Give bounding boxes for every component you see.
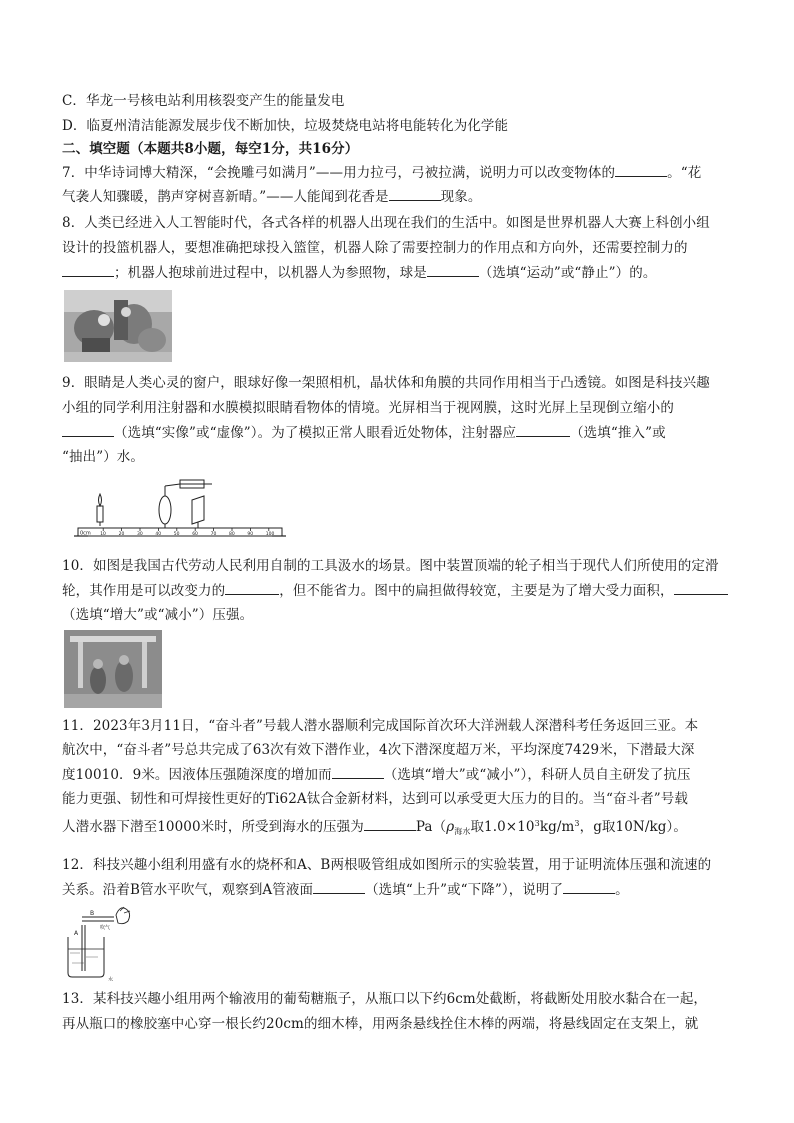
answer-blank[interactable]	[225, 583, 279, 595]
question-10-line-1: 10．如图是我国古代劳动人民利用自制的工具汲水的场景。图中装置顶端的轮子相当于现代人们所使用的定滑	[62, 558, 719, 574]
answer-blank[interactable]	[62, 425, 114, 437]
beaker-straw-figure	[64, 903, 140, 981]
ruler-tick-label: 30	[137, 532, 143, 537]
answer-blank[interactable]	[62, 265, 114, 277]
question-11-line-3: 度10010．9米。因液体压强随深度的增加而 （选填“增大”或“减小”），科研人员自主研发了抗压	[62, 767, 691, 783]
question-12-line-2: 关系。沿着B管水平吹气，观察到A管液面 （选填“上升”或“下降”），说明了 。	[62, 882, 629, 898]
ruler-tick-label: 50	[173, 532, 180, 537]
water-drawing-image	[64, 630, 162, 708]
question-7-line-2: 气袭人知骤暖，鹊声穿树喜新晴。”——人能闻到花香是 现象。	[62, 189, 482, 205]
water-label: 水	[108, 977, 114, 981]
answer-blank[interactable]	[516, 425, 570, 437]
ruler-tick-label: 20	[118, 532, 125, 537]
question-7-line-1: 7．中华诗词博大精深，“会挽雕弓如满月”——用力拉弓，弓被拉满，说明力可以改变物体的 。“花	[62, 165, 702, 181]
ruler-tick-label: 90	[247, 532, 254, 537]
question-10-line-2: 轮，其作用是可以改变力的 ，但不能省力。图中的扁担做得较宽，主要是为了增大受力面积，	[62, 582, 742, 600]
answer-blank[interactable]	[364, 819, 416, 831]
question-9-line-4: “抽出”）水。	[62, 449, 145, 465]
answer-blank[interactable]	[389, 189, 441, 201]
question-11-line-1: 11．2023年3月11日，“奋斗者”号载人潜水器顺利完成国际首次环大洋洲载人深潜科考任务返回三亚。本	[62, 718, 699, 734]
question-13-line-2: 再从瓶口的橡胶塞中心穿一根长约20cm的细木棒，用两条悬线拴住木棒的两端，将悬线固定在支架上，就	[62, 1016, 699, 1032]
question-11-line-2: 航次中，“奋斗者”号总共完成了63次有效下潜作业，4次下潜深度超万米，平均深度7429米，下潜最大深	[62, 742, 695, 758]
water-drawing-photo	[64, 630, 162, 708]
question-13-line-1: 13．某科技兴趣小组用两个输液用的葡萄糖瓶子，从瓶口以下约6cm处截断，将截断处用胶水黏合在一起，	[62, 991, 708, 1007]
tube-b-label: B	[90, 910, 95, 917]
tube-a-label: A	[74, 930, 79, 937]
ruler-tick-label: 40	[155, 532, 162, 537]
question-9-line-3: （选填“实像”或“虚像”）。为了模拟正常人眼看近处物体，注射器应 （选填“推入”或	[62, 424, 742, 442]
ruler-tick-label: 60	[192, 532, 198, 537]
question-8-line-1: 8．人类已经进入人工智能时代，各式各样的机器人出现在我们的生活中。如图是世界机器人大赛上科创小组	[62, 215, 710, 231]
question-9-line-2: 小组的同学利用注射器和水膜模拟眼睛看物体的情境。光屏相当于视网膜，这时光屏上呈现倒立缩小的	[62, 400, 674, 416]
option-c: C．华龙一号核电站利用核裂变产生的能量发电	[62, 93, 345, 109]
robot-photo-image	[64, 290, 172, 362]
question-12-line-1: 12．科技兴趣小组利用盛有水的烧杯和A、B两根吸管组成如图所示的实验装置，用于证明流体压强和流速的	[62, 857, 712, 873]
ruler-tick-label: 70	[210, 532, 217, 537]
ruler-tick-label: 80	[229, 532, 235, 537]
question-9-line-1: 9．眼睛是人类心灵的窗户，眼球好像一架照相机，晶状体和角膜的共同作用相当于凸透镜。如图是科技兴趣	[62, 375, 710, 391]
answer-blank[interactable]	[332, 767, 384, 779]
question-11-line-4: 能力更强、韧性和可焊接性更好的Ti62A钛合金新材料，达到可以承受更大压力的目的。当“奋斗者”号载	[62, 791, 688, 807]
optical-bench-figure	[64, 470, 296, 548]
answer-blank[interactable]	[563, 882, 615, 894]
answer-blank[interactable]	[427, 265, 479, 277]
ruler-tick-label: 10	[100, 532, 106, 537]
answer-blank[interactable]	[615, 165, 667, 177]
section-heading: 二、填空题（本题共8小题，每空1分，共16分）	[62, 141, 359, 157]
ruler-start-label: 0cm	[80, 530, 91, 537]
answer-blank[interactable]	[313, 882, 365, 894]
question-11-line-5: 人潜水器下潜至10000米时，所受到海水的压强为 $Pa(\rho_{海水}$取$1.0\times 10^3kg/m^3$，g取10N/kg）。	[62, 819, 687, 836]
optical-bench-diagram	[64, 470, 296, 548]
question-10-line-3: （选填“增大”或“减小”）压强。	[62, 607, 254, 623]
option-d: D．临夏州清洁能源发展步伐不断加快，垃圾焚烧电站将电能转化为化学能	[62, 118, 509, 134]
question-8-line-3: ；机器人抱球前进过程中，以机器人为参照物，球是 （选填“运动”或“静止”）的。	[62, 264, 742, 282]
robot-photo	[64, 290, 172, 362]
ruler-tick-label: 100	[265, 532, 275, 537]
blow-label: 吹气	[100, 925, 111, 931]
question-8-line-2: 设计的投篮机器人，要想准确把球投入篮筐，机器人除了需要控制力的作用点和方向外，还需要控制力的	[62, 240, 688, 256]
beaker-straw-diagram	[64, 903, 140, 981]
answer-blank[interactable]	[674, 583, 728, 595]
